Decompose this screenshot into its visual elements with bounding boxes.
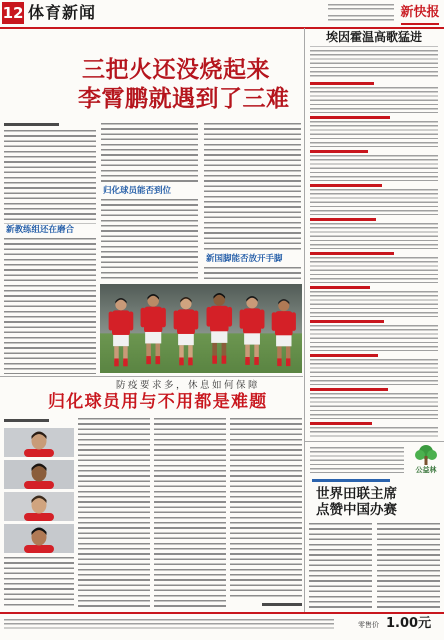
public-forest-logo-text: 公益林 bbox=[415, 466, 437, 474]
sidebar-intro-text bbox=[310, 50, 438, 78]
sidebar-result-text bbox=[310, 427, 438, 438]
lead-body-text bbox=[204, 267, 301, 281]
second-story-byline bbox=[4, 419, 49, 422]
sidebar-result-text bbox=[310, 87, 438, 113]
sidebar-result-label bbox=[310, 218, 376, 221]
second-story-body-text bbox=[154, 418, 226, 609]
sidebar-result-label bbox=[310, 388, 388, 391]
public-forest-logo-icon bbox=[411, 444, 441, 466]
sidebar-result-label bbox=[310, 320, 384, 323]
box-headline-line2: 点赞中国办赛 bbox=[316, 502, 397, 518]
player-portrait bbox=[4, 524, 74, 553]
section-title: 体育新闻 bbox=[28, 3, 97, 22]
box-headline-line1: 世界田联主席 bbox=[316, 486, 397, 502]
lead-body-text bbox=[204, 123, 301, 253]
sidebar-result-label bbox=[310, 82, 374, 85]
sidebar-result-text bbox=[310, 189, 438, 215]
box-kicker bbox=[312, 479, 390, 482]
sidebar-result-text bbox=[310, 291, 438, 317]
box-intro-text bbox=[310, 447, 404, 473]
second-story-body-text bbox=[230, 418, 302, 598]
sidebar-result-label bbox=[310, 150, 368, 153]
second-story-kicker: 防疫要求多，休息如何保障 bbox=[116, 380, 261, 391]
sidebar-bottom-rule bbox=[305, 441, 444, 442]
lead-body-text bbox=[101, 123, 198, 185]
sidebar-result-text bbox=[310, 359, 438, 385]
sidebar-result-text bbox=[310, 325, 438, 351]
footer-address-line bbox=[4, 619, 334, 629]
second-story-headline: 归化球员用与不用都是难题 bbox=[48, 392, 268, 412]
footer-price: 1.00元 bbox=[386, 616, 432, 631]
sidebar-result-label bbox=[310, 286, 370, 289]
header-rule bbox=[0, 27, 444, 29]
masthead-logo: 新快报 bbox=[400, 5, 440, 20]
player-portrait bbox=[4, 492, 74, 521]
lead-body-text bbox=[4, 238, 96, 374]
second-story-body-text bbox=[78, 418, 150, 609]
lead-subhead-3: 新国脚能否放开手脚 bbox=[206, 254, 283, 264]
sidebar-result-text bbox=[310, 257, 438, 283]
second-story-credit bbox=[262, 603, 302, 606]
sidebar-result-label bbox=[310, 116, 390, 119]
box-body-text bbox=[309, 523, 372, 609]
lead-subhead-2: 归化球员能否到位 bbox=[103, 186, 172, 196]
lead-body-text bbox=[101, 199, 198, 281]
sidebar-result-text bbox=[310, 223, 438, 249]
sidebar-result-label bbox=[310, 354, 378, 357]
footer-rule bbox=[0, 612, 444, 614]
sidebar-result-label bbox=[310, 422, 372, 425]
lead-subhead-1: 新教练组还在磨合 bbox=[6, 225, 75, 235]
second-story-body-text bbox=[4, 557, 74, 609]
issue-date-line bbox=[328, 4, 394, 12]
footer-price-label: 零售价 bbox=[358, 621, 379, 629]
lead-body-text bbox=[4, 130, 96, 224]
sidebar-title-rule bbox=[310, 46, 438, 47]
sidebar-title: 埃因霍温高歌猛进 bbox=[325, 30, 422, 44]
box-body-text bbox=[377, 523, 440, 609]
masthead-logo-underline bbox=[401, 23, 439, 25]
edition-credits-line bbox=[328, 15, 394, 23]
sidebar-result-text bbox=[310, 155, 438, 181]
lead-byline bbox=[4, 123, 59, 126]
page-number-box: 12 bbox=[2, 4, 24, 22]
player-portrait bbox=[4, 460, 74, 489]
lead-headline-line2: 李霄鹏就遇到了三难 bbox=[78, 86, 290, 112]
sidebar-result-label bbox=[310, 184, 382, 187]
lead-headline-line1: 三把火还没烧起来 bbox=[82, 57, 270, 83]
sidebar-vertical-rule bbox=[304, 28, 305, 612]
lead-story-bottom-rule bbox=[0, 376, 303, 377]
lead-photo bbox=[100, 284, 302, 373]
sidebar-result-text bbox=[310, 393, 438, 419]
sidebar-result-label bbox=[310, 252, 394, 255]
sidebar-result-text bbox=[310, 121, 438, 147]
player-portrait bbox=[4, 428, 74, 457]
